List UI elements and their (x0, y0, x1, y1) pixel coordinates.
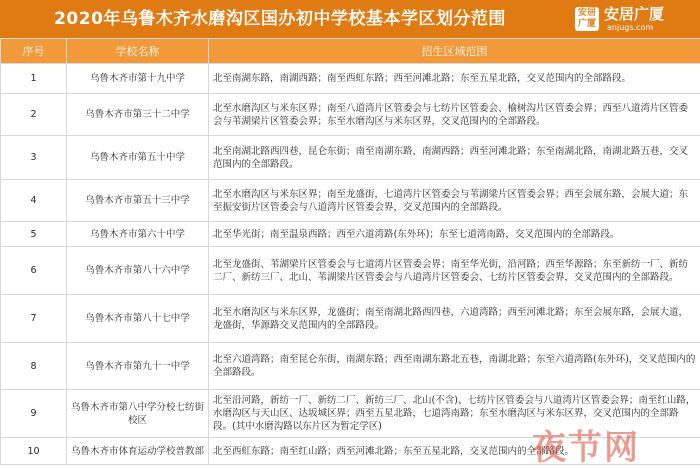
school-name: 乌鲁木齐市第三十二中学 (67, 94, 209, 136)
table-row (1, 222, 700, 247)
brand-name: 安居广厦 (604, 5, 664, 23)
enrollment-range: 北至南湖东路，南湖西路；南至西虹东路；西至河滩北路；东至五星北路，交叉范围内的全部路段。 (209, 64, 700, 94)
enrollment-range: 北至龙盛街、苇湖梁片区管委会与七道湾片区管委会界；南至华光街，沿河路；西至华源路；东至新纺一厂、新纺二厂、新纺三厂、北山、苇湖梁片区管委会与八道湾片区管委会、七纺片区管委会界，交叉范围内的全部路段。 (209, 247, 700, 295)
table-header-row (1, 39, 700, 64)
school-name: 乌鲁木齐市第六十中学 (67, 222, 209, 247)
row-number: 5 (1, 222, 67, 247)
row-number: 6 (1, 247, 67, 295)
school-name: 乌鲁木齐市第五十三中学 (67, 180, 209, 222)
table-row (1, 64, 700, 94)
enrollment-range: 北至六道湾路；南至昆仑东街，南湖东路；西至南湖东路北五巷，南湖北路；东至六道湾路(东外环)，交叉范围内的全部路段。 (209, 343, 700, 390)
school-name: 乌鲁木齐市第八中学分校七纺街校区 (67, 390, 209, 438)
table-row (1, 94, 700, 136)
district-table (0, 38, 700, 465)
column-header-range: 招生区域范围 (209, 39, 700, 64)
table-row (1, 343, 700, 390)
school-name: 乌鲁木齐市第九十一中学 (67, 343, 209, 390)
row-number: 2 (1, 94, 67, 136)
column-header-school: 学校名称 (67, 39, 209, 64)
table-row (1, 180, 700, 222)
row-number: 4 (1, 180, 67, 222)
enrollment-range: 北至水磨沟区与米东区界；南至八道湾片区管委会与七纺片区管委会、榆树沟片区管委会界；西至八道湾片区管委会与苇湖梁片区管委会界；东至水磨沟区与米东区界，交叉范围内的全部路段。 (209, 94, 700, 136)
enrollment-range: 北至水磨沟区与米东区界；南至龙盛街，七道湾片区管委会与苇湖梁片区管委会界；西至会展东路，会展大道；东至振安街片区管委会与八道湾片区管委会界，交叉范围内的全部路段。 (209, 180, 700, 222)
brand-url: anjugs.com (607, 23, 653, 33)
title-banner (0, 0, 700, 38)
row-number: 9 (1, 390, 67, 438)
table-row (1, 295, 700, 343)
row-number: 3 (1, 136, 67, 180)
enrollment-range: 北至水磨沟区与米东区界，龙盛街；南至南湖北路西四巷，六道湾路；西至河滩北路；东至会展东路，会展大道，龙盛街，华源路交叉范围内的全部路段。 (209, 295, 700, 343)
row-number: 1 (1, 64, 67, 94)
enrollment-range: 北至华光街；南至温泉西路；西至六道湾路(东外环)；东至七道湾南路，交叉范围内的全部路段。 (209, 222, 700, 247)
row-number: 10 (1, 438, 67, 465)
page-title: 2020年乌鲁木齐水磨沟区国办初中学校基本学区划分范围 (0, 0, 560, 38)
school-name: 乌鲁木齐市第十九中学 (67, 64, 209, 94)
school-name: 乌鲁木齐市体育运动学校普教部 (67, 438, 209, 465)
enrollment-range: 北至西虹东路；南至红山路；西至河滩北路；东至五星北路，交叉范围内的全部路段。 (209, 438, 700, 465)
brand-logo-icon: 安居广厦 (575, 7, 599, 31)
enrollment-range: 北至沿河路，新纺一厂、新纺二厂、新纺三厂、北山(不含)、七纺片区管委会与八道湾片区管委会界；南至红山路，水磨沟区与天山区、达坂城区界；西至五星北路，七道湾南路；东至水磨沟区与米东区界，交叉范围内的全部路段。(其中水磨沟路以东片区为暂定学区) (209, 390, 700, 438)
watermark: 夜节网 (532, 420, 640, 469)
row-number: 7 (1, 295, 67, 343)
column-header-number: 序号 (1, 39, 67, 64)
table-row (1, 136, 700, 180)
school-name: 乌鲁木齐市第八十六中学 (67, 247, 209, 295)
table-row (1, 247, 700, 295)
school-name: 乌鲁木齐市第五十中学 (67, 136, 209, 180)
school-name: 乌鲁木齐市第八十七中学 (67, 295, 209, 343)
enrollment-range: 北至南湖北路西四巷，昆仑东街；南至南湖东路，南湖西路；西至河滩北路；东至南湖北路，南湖北路五巷，交叉范围内的全部路段。 (209, 136, 700, 180)
row-number: 8 (1, 343, 67, 390)
